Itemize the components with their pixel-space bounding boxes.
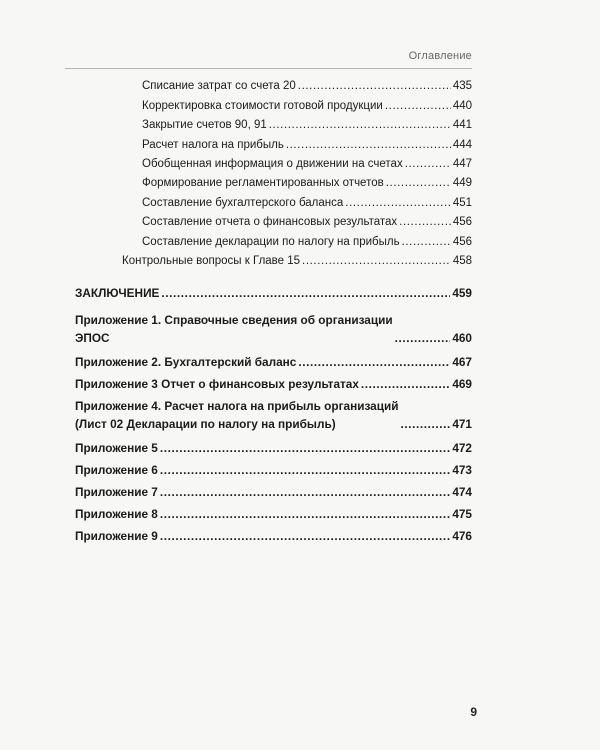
toc-entry-page: 456 — [452, 216, 472, 229]
dot-leader — [160, 505, 450, 523]
toc-entry-title: Приложение 6 — [75, 462, 158, 477]
dot-leader — [302, 253, 451, 270]
toc-entry-financial-results — [75, 212, 472, 231]
dot-leader — [298, 78, 451, 95]
toc-entry-title: Составление отчета о финансовых результатах — [142, 216, 398, 229]
dot-leader — [160, 461, 450, 479]
toc-entry-title-line2: (Лист 02 Декларации по налогу на прибыль) — [75, 416, 336, 431]
toc-entry-page: 451 — [452, 196, 472, 209]
toc-entry-profit-tax — [75, 134, 472, 153]
toc-entry-title: Составление бухгалтерского баланса — [142, 196, 344, 209]
dot-leader — [405, 156, 451, 173]
toc-entry-page: 435 — [452, 80, 472, 93]
toc-entry-title-line1: Приложение 4. Расчет налога на прибыль организаций — [75, 398, 399, 413]
toc-entry-title: Приложение 2. Бухгалтерский баланс — [75, 354, 297, 369]
table-of-contents — [75, 76, 472, 545]
toc-entry-page: 460 — [452, 330, 472, 345]
toc-entry-title: Контрольные вопросы к Главе 15 — [122, 254, 301, 267]
dot-leader — [269, 117, 451, 134]
dot-leader — [395, 329, 451, 347]
toc-entry-title: Приложение 9 — [75, 528, 158, 543]
toc-entry-page: 447 — [452, 157, 472, 170]
toc-entry-title-line1: Приложение 1. Справочные сведения об организации — [75, 312, 393, 327]
toc-entry-balance-sheet — [75, 192, 472, 211]
toc-entry-appendix-9 — [75, 525, 472, 545]
toc-entry-appendix-7 — [75, 481, 472, 501]
header-rule — [65, 68, 472, 69]
toc-entry-page: 475 — [452, 506, 472, 521]
toc-entry-title: Приложение 8 — [75, 506, 158, 521]
dot-leader — [160, 483, 450, 501]
toc-entry-appendix-6 — [75, 459, 472, 479]
toc-entry-account-summary — [75, 154, 472, 173]
toc-entry-page: 467 — [452, 354, 472, 369]
toc-entry-appendix-1 — [75, 309, 472, 347]
page-number: 9 — [470, 705, 477, 719]
toc-entry-appendix-4 — [75, 395, 472, 433]
toc-entry-write-off-costs — [75, 76, 472, 95]
toc-entry-title: ЗАКЛЮЧЕНИЕ — [75, 285, 160, 300]
dot-leader — [386, 175, 451, 192]
toc-entry-review-questions — [75, 251, 472, 270]
toc-entry-closing-accounts — [75, 115, 472, 134]
toc-entry-appendix-2 — [75, 351, 472, 371]
toc-entry-page: 440 — [452, 99, 472, 112]
toc-entry-appendix-8 — [75, 503, 472, 523]
toc-entry-title: Формирование регламентированных отчетов — [142, 177, 384, 190]
toc-entry-appendix-5 — [75, 437, 472, 457]
toc-entry-title-line2: ЭПОС — [75, 330, 110, 345]
dot-leader — [160, 439, 450, 457]
dot-leader — [161, 284, 450, 302]
running-header — [0, 0, 600, 70]
toc-entry-page: 476 — [452, 528, 472, 543]
toc-entry-page: 458 — [452, 254, 472, 267]
toc-entry-conclusion — [75, 282, 472, 302]
dot-leader — [402, 234, 451, 251]
toc-entry-page: 459 — [452, 285, 472, 300]
toc-entry-title: Списание затрат со счета 20 — [142, 80, 296, 93]
dot-leader — [298, 353, 450, 371]
toc-entry-title: Расчет налога на прибыль — [142, 138, 284, 151]
toc-entry-page: 456 — [452, 235, 472, 248]
dot-leader — [286, 137, 451, 154]
toc-entry-cost-adjustment — [75, 95, 472, 114]
dot-leader — [361, 375, 450, 393]
toc-entry-title: Закрытие счетов 90, 91 — [142, 119, 267, 132]
toc-entry-regulated-reports — [75, 173, 472, 192]
toc-entry-page: 469 — [452, 376, 472, 391]
toc-entry-page: 473 — [452, 462, 472, 477]
toc-entry-page: 444 — [452, 138, 472, 151]
toc-entry-title: Приложение 5 — [75, 440, 158, 455]
dot-leader — [345, 195, 451, 212]
toc-entry-page: 449 — [452, 177, 472, 190]
toc-entry-title: Приложение 7 — [75, 484, 158, 499]
toc-entry-page: 471 — [452, 416, 472, 431]
dot-leader — [160, 527, 450, 545]
dot-leader — [385, 98, 451, 115]
toc-entry-title: Приложение 3 Отчет о финансовых результатах — [75, 376, 359, 391]
toc-entry-title: Составление декларации по налогу на прибыль — [142, 235, 400, 248]
toc-entry-title: Корректировка стоимости готовой продукции — [142, 99, 383, 112]
toc-entry-tax-declaration — [75, 231, 472, 250]
toc-entry-page: 472 — [452, 440, 472, 455]
header-title: Оглавление — [408, 50, 472, 62]
toc-entry-page: 441 — [452, 119, 472, 132]
dot-leader — [399, 214, 451, 231]
toc-entry-appendix-3 — [75, 373, 472, 393]
toc-entry-page: 474 — [452, 484, 472, 499]
toc-entry-title: Обобщенная информация о движении на счетах — [142, 157, 403, 170]
dot-leader — [400, 415, 450, 433]
